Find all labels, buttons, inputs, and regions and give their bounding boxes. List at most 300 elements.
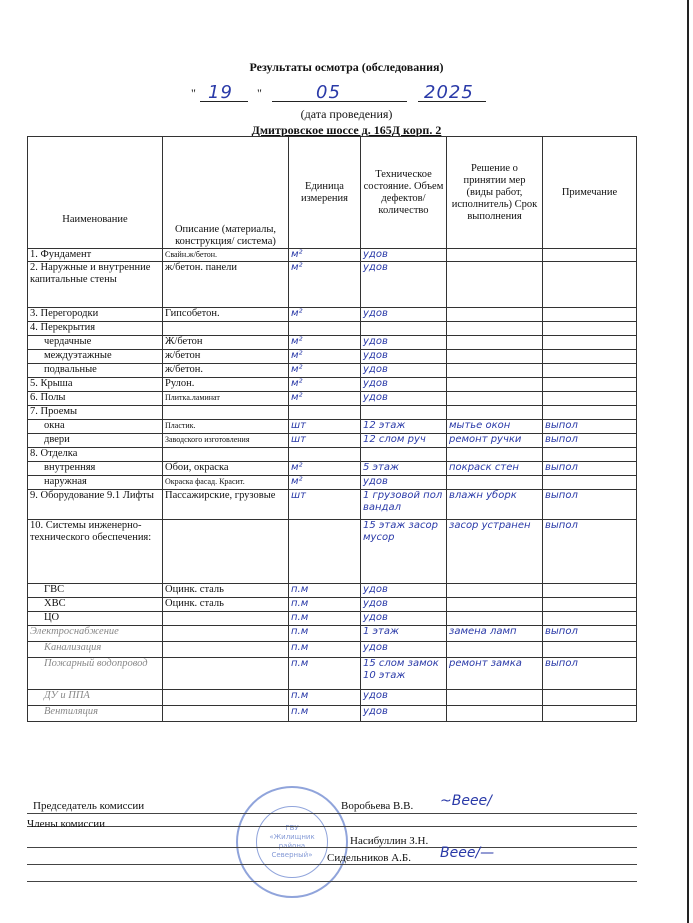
row-name-text: 3. Перегородки [30,308,99,319]
row-unit [289,584,361,598]
table-row [28,690,637,706]
members-line [27,826,637,827]
row-decision [447,249,543,262]
row-decision [447,308,543,322]
table-row [28,364,637,378]
document-title: Результаты осмотра (обследования) [249,60,444,74]
date-month: 05 [316,82,341,103]
row-unit-text: м² [291,378,303,389]
row-unit [289,448,361,462]
row-state-text: удов [363,584,388,595]
table-row [28,490,637,520]
row-name-text: 5. Крыша [30,378,73,389]
row-state [361,584,447,598]
row-note [543,336,637,350]
row-name [28,584,163,598]
row-unit [289,420,361,434]
row-state [361,462,447,476]
row-note-text: выпол [545,626,578,637]
row-state-text: удов [363,308,388,319]
date-caption: (дата проведения) [300,107,393,121]
table-header-row [28,137,637,249]
date-year: 2025 [424,82,474,103]
row-description [163,434,289,448]
row-unit-text: п.м [291,598,309,609]
row-decision [447,598,543,612]
row-state [361,434,447,448]
table-row [28,420,637,434]
row-description-text: Гипсобетон. [165,308,220,319]
table-row [28,322,637,336]
member2-name: Сидельников А.Б. [327,852,411,864]
row-description [163,706,289,722]
row-note [543,462,637,476]
row-state [361,490,447,520]
row-name-text: ГВС [44,584,65,595]
row-unit [289,364,361,378]
row-state [361,626,447,642]
row-unit-text: п.м [291,658,309,669]
row-name [28,249,163,262]
row-name-text: Электроснабжение [30,626,119,637]
row-state [361,262,447,308]
row-decision [447,262,543,308]
row-state [361,706,447,722]
table-row [28,462,637,476]
row-decision-text: ремонт замка [449,658,522,669]
row-name [28,520,163,584]
table-row [28,308,637,322]
row-unit-text: п.м [291,706,309,717]
row-decision [447,434,543,448]
row-state-text: 1 грузовой пол вандал [363,490,443,513]
row-decision [447,706,543,722]
header-description: Описание (материалы, конструкция/ система) [163,137,289,249]
row-decision [447,448,543,462]
row-note-text: выпол [545,462,578,473]
row-decision [447,476,543,490]
row-decision [447,690,543,706]
row-name-text: внутренняя [44,462,96,473]
row-name-text: ДУ и ППА [44,690,90,701]
scan-border [687,0,689,923]
stamp-line: ГБУ [285,824,299,832]
row-unit-text: м² [291,262,303,273]
row-note [543,490,637,520]
row-unit-text: м² [291,392,303,403]
row-state-text: 12 этаж [363,420,406,431]
row-name-text: Вентиляция [44,706,98,717]
row-decision [447,420,543,434]
row-state [361,364,447,378]
row-name [28,476,163,490]
table-row [28,626,637,642]
row-description [163,392,289,406]
row-decision [447,336,543,350]
row-description-text: ж/бетон. панели [165,262,238,273]
row-description-text: Заводского изготовления [165,435,250,444]
stamp-line: «Жилищник [269,833,315,841]
row-decision-text: мытье окон [449,420,511,431]
row-unit [289,249,361,262]
row-state [361,336,447,350]
row-state [361,658,447,690]
row-note [543,322,637,336]
row-unit [289,612,361,626]
row-name-text: 7. Проемы [30,406,78,417]
row-state-text: удов [363,336,388,347]
row-note [543,308,637,322]
row-name-text: Канализация [44,642,102,653]
member3-line [27,881,637,882]
table-row [28,612,637,626]
row-state-text: удов [363,706,388,717]
row-state-text: 12 слом руч [363,434,426,445]
members-label: Члены комиссии [27,818,106,830]
table-row [28,378,637,392]
row-note [543,448,637,462]
row-note-text: выпол [545,420,578,431]
header-name: Наименование [28,137,163,249]
row-name-text: 2. Наружные и внутренние капитальные стены [30,262,151,285]
row-unit [289,406,361,420]
row-unit [289,308,361,322]
row-unit-text: м² [291,364,303,375]
row-note [543,642,637,658]
table-row [28,406,637,420]
row-unit-text: шт [291,420,306,431]
row-state [361,378,447,392]
row-state-text: удов [363,262,388,273]
row-unit [289,476,361,490]
row-decision [447,350,543,364]
row-name [28,336,163,350]
row-decision [447,584,543,598]
table-row [28,336,637,350]
row-note [543,420,637,434]
row-name [28,626,163,642]
table-row [28,598,637,612]
stamp-line: Северный» [271,851,313,859]
row-name-text: 4. Перекрытия [30,322,96,333]
row-description-text: Обои, окраска [165,462,229,473]
row-unit [289,378,361,392]
row-description-text: Рулон. [165,378,195,389]
member2-signature: Веее/— [440,845,495,861]
row-state [361,520,447,584]
row-decision [447,364,543,378]
row-decision [447,626,543,642]
row-description [163,364,289,378]
table-row [28,249,637,262]
row-name-text: 8. Отделка [30,448,78,459]
row-note [543,520,637,584]
row-state-text: удов [363,249,388,260]
row-description [163,476,289,490]
row-state-text: 5 этаж [363,462,399,473]
row-description [163,490,289,520]
row-description [163,308,289,322]
row-name-text: Пожарный водопровод [44,658,148,669]
row-unit-text: м² [291,350,303,361]
row-unit-text: п.м [291,642,309,653]
row-description [163,378,289,392]
chair-name: Воробьева В.В. [341,800,414,812]
row-state [361,392,447,406]
table-row [28,434,637,448]
row-decision [447,520,543,584]
stamp-line: района [278,842,306,850]
row-name [28,490,163,520]
row-description [163,626,289,642]
row-unit-text: м² [291,336,303,347]
table-row [28,350,637,364]
row-unit-text: м² [291,462,303,473]
row-unit-text: шт [291,434,306,445]
row-state-text: удов [363,476,388,487]
row-description-text: ж/бетон [165,350,201,361]
row-note [543,626,637,642]
row-name [28,262,163,308]
row-description [163,612,289,626]
row-description [163,598,289,612]
row-name-text: чердачные [44,336,92,347]
row-description-text: Свайн.ж/бетон. [165,250,218,259]
row-unit-text: п.м [291,690,309,701]
row-name [28,690,163,706]
row-note [543,434,637,448]
row-state-text: 15 слом замок 10 этаж [363,658,439,681]
date-day: 19 [208,82,233,103]
row-unit [289,434,361,448]
row-unit [289,262,361,308]
row-unit [289,350,361,364]
row-name [28,406,163,420]
row-unit-text: м² [291,476,303,487]
row-name-text: окна [44,420,65,431]
row-unit [289,322,361,336]
row-name [28,642,163,658]
row-name-text: наружная [44,476,87,487]
row-description-text: Плитка.ламинат [165,393,220,402]
row-description [163,690,289,706]
header-state: Техническое состояние. Объем дефектов/ количество [361,137,447,249]
row-decision [447,322,543,336]
table-row [28,476,637,490]
row-state [361,420,447,434]
row-description-text: Пассажирские, грузовые [165,490,276,501]
row-state [361,476,447,490]
row-note [543,364,637,378]
row-name-text: 1. Фундамент [30,249,92,260]
row-decision [447,612,543,626]
row-name [28,612,163,626]
header-decision: Решение о принятии мер (виды работ, исполнитель) Срок выполнения [447,137,543,249]
row-description [163,336,289,350]
row-state-text: удов [363,612,388,623]
row-unit [289,598,361,612]
table-row [28,392,637,406]
row-description [163,406,289,420]
table-row [28,262,637,308]
quote-open: " [191,86,196,100]
row-unit-text: п.м [291,626,309,637]
row-note [543,612,637,626]
signature-block [0,795,693,923]
row-description-text: Пластик. [165,421,196,430]
row-note [543,392,637,406]
row-name [28,706,163,722]
row-note-text: выпол [545,434,578,445]
row-state [361,448,447,462]
row-name [28,448,163,462]
row-description [163,350,289,364]
row-state-text: удов [363,392,388,403]
chair-line [27,813,637,814]
table-row [28,520,637,584]
row-unit-text: м² [291,308,303,319]
row-name-text: 9. Оборудование 9.1 Лифты [30,490,154,501]
row-unit-text: п.м [291,584,309,595]
row-name [28,658,163,690]
row-decision-text: влажн уборк [449,490,517,501]
row-description-text: Оцинк. сталь [165,584,224,595]
chair-signature: ~Веее/ [440,793,492,809]
row-note-text: выпол [545,520,578,531]
row-unit [289,336,361,350]
row-decision-text: замена ламп [449,626,517,637]
row-description [163,322,289,336]
row-description [163,420,289,434]
row-state [361,350,447,364]
row-state [361,249,447,262]
chair-label: Председатель комиссии [33,800,145,812]
row-name [28,364,163,378]
row-name [28,392,163,406]
row-note [543,350,637,364]
row-name [28,434,163,448]
row-decision [447,658,543,690]
row-description [163,520,289,584]
row-state [361,406,447,420]
row-description [163,584,289,598]
row-state-text: удов [363,350,388,361]
row-state-text: удов [363,690,388,701]
row-unit [289,462,361,476]
row-state [361,612,447,626]
row-state [361,322,447,336]
table-row [28,584,637,598]
row-name-text: 10. Системы инженерно-технического обеспечения: [30,520,152,543]
row-state-text: удов [363,598,388,609]
table-row [28,448,637,462]
member2-line [27,864,637,865]
row-description [163,642,289,658]
row-state-text: удов [363,378,388,389]
address: Дмитровское шоссе д. 165Д корп. 2 [251,123,442,137]
row-name-text: подвальные [44,364,97,375]
row-unit [289,658,361,690]
row-unit [289,392,361,406]
row-description-text: ж/бетон. [165,364,203,375]
row-decision-text: покраск стен [449,462,519,473]
row-unit [289,706,361,722]
row-name [28,378,163,392]
row-name-text: двери [44,434,70,445]
row-description [163,249,289,262]
row-unit-text: п.м [291,612,309,623]
row-decision [447,490,543,520]
row-unit-text: шт [291,490,306,501]
header-note: Примечание [543,137,637,249]
row-state [361,642,447,658]
row-state-text: 1 этаж [363,626,399,637]
row-note [543,378,637,392]
header-unit: Единица измерения [289,137,361,249]
row-state [361,598,447,612]
row-name-text: 6. Полы [30,392,66,403]
member1-name: Насибуллин З.Н. [350,835,429,847]
table-row [28,658,637,690]
row-note [543,262,637,308]
row-note [543,249,637,262]
row-decision [447,642,543,658]
row-unit [289,520,361,584]
row-name [28,308,163,322]
row-description [163,448,289,462]
row-name [28,322,163,336]
row-decision [447,462,543,476]
row-decision-text: засор устранен [449,520,531,531]
row-decision [447,378,543,392]
quote-close: " [257,86,262,100]
row-description-text: Оцинк. сталь [165,598,224,609]
table-row [28,706,637,722]
row-description [163,462,289,476]
row-name-text: междуэтажные [44,350,112,361]
row-name-text: ХВС [44,598,66,609]
row-state-text: удов [363,642,388,653]
table-row [28,642,637,658]
row-description-text: Ж/бетон [165,336,203,347]
row-unit [289,490,361,520]
row-note [543,584,637,598]
row-name-text: ЦО [44,612,60,623]
row-description [163,658,289,690]
row-state-text: удов [363,364,388,375]
row-state [361,308,447,322]
row-decision [447,392,543,406]
row-note [543,598,637,612]
row-unit [289,690,361,706]
inspection-table [27,136,637,722]
row-unit-text: м² [291,249,303,260]
row-unit [289,642,361,658]
row-description [163,262,289,308]
row-name [28,598,163,612]
row-note [543,406,637,420]
member1-line [27,847,637,848]
table-body [28,249,637,722]
row-name [28,462,163,476]
row-note [543,690,637,706]
row-unit [289,626,361,642]
row-name [28,350,163,364]
row-name [28,420,163,434]
row-note [543,706,637,722]
row-note-text: выпол [545,490,578,501]
row-state [361,690,447,706]
